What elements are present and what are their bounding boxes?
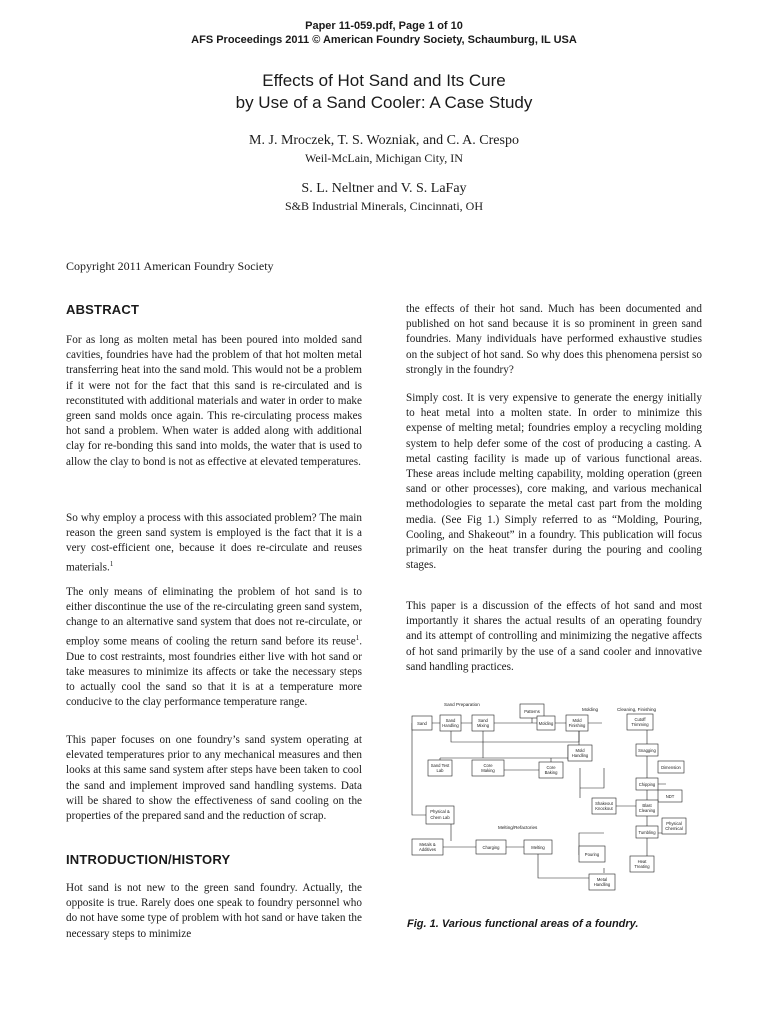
svg-text:Making: Making xyxy=(481,768,495,773)
abstract-paragraph-3 xyxy=(66,585,362,710)
svg-text:Sand: Sand xyxy=(445,718,456,723)
authors-group-1: M. J. Mroczek, T. S. Wozniak, and C. A. Crespo xyxy=(249,133,519,148)
abstract-heading: ABSTRACT xyxy=(66,302,140,317)
copyright-notice: Copyright 2011 American Foundry Society xyxy=(66,259,274,273)
svg-text:Lab: Lab xyxy=(436,768,444,773)
box-physical-chem-lab xyxy=(426,806,454,824)
group-label-melting: Melting/Refactories xyxy=(498,825,538,830)
right-paragraph-2: Simply cost. It is very expensive to generate the energy initially to heat metal into a molten state. In order to minimize this expense of melting metal; foundries employ a recycling molding system to help defer some of the cost of producing a casting. A metal casting facility is made up of various functional areas. These areas include melting capability, molding operation (green sand or other processes), core making, and various mechanical methodologies to separate the metal cast part from the molding media. (See Fig 1.) Simply referred to as “Molding, Pouring, Cooling, and Shakeout” in a foundry. This publication will focus primarily on the heat transfer during the pouring and cooling stages. xyxy=(406,392,702,572)
svg-text:Chemical: Chemical xyxy=(665,826,683,831)
box-chipping xyxy=(636,778,658,790)
box-cutoff-trimming xyxy=(627,714,653,730)
svg-text:Additives: Additives xyxy=(419,847,436,852)
box-snagging xyxy=(636,744,658,756)
box-core-baking xyxy=(539,762,563,778)
paper-title-line2: by Use of a Sand Cooler: A Case Study xyxy=(235,93,533,112)
right-paragraph-3: This paper is a discussion of the effects of hot sand and most importantly it shares the actual results of an operating foundry and its attempt of controlling and minimizing the negative affects of hot sand primarily by the use of a sand cooler and innovative sand handling practices. xyxy=(406,600,702,673)
svg-text:Heat: Heat xyxy=(637,859,647,864)
svg-text:Snagging: Snagging xyxy=(638,748,656,753)
svg-text:Sand: Sand xyxy=(417,721,427,726)
affiliation-2: S&B Industrial Minerals, Cincinnati, OH xyxy=(285,199,483,213)
intro-paragraph-1: Hot sand is not new to the green sand foundry. Actually, the opposite is true. Rarely does one speak to foundry personnel who do not have some type of problem with hot sand or have taken the necessary steps to minimize xyxy=(66,882,362,940)
abstract-paragraph-2 xyxy=(66,511,362,576)
box-mold-handling xyxy=(568,745,592,761)
box-shakeout-knockout xyxy=(592,798,616,814)
authors-group-2: S. L. Neltner and V. S. LaFay xyxy=(301,181,467,196)
intro-heading: INTRODUCTION/HISTORY xyxy=(66,852,231,867)
svg-text:Pouring: Pouring xyxy=(584,852,600,857)
svg-text:Cutoff: Cutoff xyxy=(634,717,646,722)
box-heat-treating xyxy=(630,856,654,872)
abstract-paragraph-2-text: So why employ a process with this associated problem? The main reason the green sand system is employed is the fact that it is a very cost-efficient one, because it does re-circulate and reuses materials. xyxy=(66,512,362,574)
svg-text:Handling: Handling xyxy=(571,753,589,758)
box-blast-cleaning xyxy=(636,800,658,816)
svg-text:Metals &: Metals & xyxy=(419,842,436,847)
svg-text:Mold: Mold xyxy=(572,718,582,723)
group-label-molding: Molding xyxy=(582,707,599,712)
svg-text:NDT: NDT xyxy=(665,794,675,799)
figure-caption: Fig. 1. Various functional areas of a foundry. xyxy=(407,918,639,930)
box-sand-mixing xyxy=(472,715,494,731)
box-core-making xyxy=(472,760,504,776)
paper-id-header: Paper 11-059.pdf, Page 1 of 10 xyxy=(305,20,463,32)
svg-text:Patterns: Patterns xyxy=(524,709,540,714)
svg-text:Sand: Sand xyxy=(478,718,488,723)
box-dimension xyxy=(658,761,684,773)
box-sand xyxy=(412,716,432,730)
abstract-paragraph-3-text-b: . Due to cost restraints, most foundries either live with hot sand or take measures to minimize its affects or take the necessary steps to actually cool the sand so that it is at a temperature more conducive to the clay performance temperature range. xyxy=(66,635,362,709)
svg-text:Cleaning: Cleaning xyxy=(638,808,656,813)
box-pouring xyxy=(579,846,605,862)
svg-text:Physical &: Physical & xyxy=(430,809,450,814)
abstract-paragraph-4: This paper focuses on one foundry’s sand system operating at elevated temperatures prior to any mechanical measures and then looks at this same sand system after steps have been taken to cool the sand and implement improved sand handling systems. Data will be shared to show the effectiveness of sand cooling on the properties of the prepared sand and the reduction of scrap. xyxy=(66,734,362,823)
svg-text:Core: Core xyxy=(483,763,493,768)
svg-text:Molding: Molding xyxy=(538,721,554,726)
box-metals-additives xyxy=(412,839,443,855)
svg-text:Blast: Blast xyxy=(642,803,652,808)
svg-text:Handling: Handling xyxy=(442,723,459,728)
svg-text:Melting: Melting xyxy=(531,845,545,850)
svg-text:Baking: Baking xyxy=(544,770,558,775)
svg-text:Chem Lab: Chem Lab xyxy=(430,815,450,820)
svg-text:Treating: Treating xyxy=(634,864,650,869)
box-physical-chemical xyxy=(662,818,686,834)
svg-text:Trimming: Trimming xyxy=(631,722,649,727)
svg-text:Sand Test: Sand Test xyxy=(430,763,450,768)
affiliation-1: Weil-McLain, Michigan City, IN xyxy=(305,151,463,165)
box-tumbling xyxy=(636,826,658,838)
box-mold-finishing xyxy=(566,715,588,731)
footnote-ref: 1 xyxy=(109,559,114,568)
svg-text:Mixing: Mixing xyxy=(476,723,490,728)
abstract-paragraph-3-text-a: The only means of eliminating the problem of hot sand is to either discontinue the use of the re-circulating green sand system, change to an alternative sand system that does not re-circulate, or employ some means of cooling the return sand before its reuse xyxy=(66,586,362,648)
group-label-cleaning-finishing: Cleaning, Finishing xyxy=(617,707,657,712)
svg-text:Dimension: Dimension xyxy=(661,765,681,770)
foundry-functional-areas-diagram xyxy=(404,698,688,896)
box-sand-test-lab xyxy=(428,760,452,776)
box-ndt xyxy=(658,790,682,802)
svg-text:Mold: Mold xyxy=(575,748,585,753)
box-melting xyxy=(524,840,552,854)
box-molding xyxy=(537,716,555,730)
box-metal-handling xyxy=(589,874,615,890)
box-charging xyxy=(476,840,506,854)
proceedings-header: AFS Proceedings 2011 © American Foundry Society, Schaumburg, IL USA xyxy=(191,34,577,46)
svg-text:Physical: Physical xyxy=(666,821,682,826)
paper-title-line1: Effects of Hot Sand and Its Cure xyxy=(262,71,506,90)
svg-text:Core: Core xyxy=(546,765,556,770)
svg-text:Handling: Handling xyxy=(593,882,611,887)
abstract-paragraph-1: For as long as molten metal has been poured into molded sand cavities, foundries have had the problem of that hot molten metal transferring heat into the sand mold. This would not be a problem if it were not for the fact that this sand is re-circulated and is reconstituted with additional materials and water in order to make green sand molds once again. This re-circulating process makes hot sand a problem. When water is added along with additional clay for re-bonding this sand into molds, the water that is used to allow the clay to bond is not as effective at elevated temperatures. xyxy=(66,334,362,468)
svg-text:Tumbling: Tumbling xyxy=(638,830,656,835)
svg-text:Knockout: Knockout xyxy=(595,806,613,811)
group-label-sand-preparation: Sand Preparation xyxy=(444,702,480,707)
svg-text:Finishing: Finishing xyxy=(568,723,586,728)
svg-text:Charging: Charging xyxy=(482,845,500,850)
box-sand-handling xyxy=(440,715,461,731)
svg-text:Shakeout: Shakeout xyxy=(595,801,613,806)
footnote-ref: 1 xyxy=(355,633,360,642)
right-paragraph-1: the effects of their hot sand. Much has been documented and published on hot sand because it is so prominent in green sand foundries. Many individuals have performed exhaustive studies on the subject of hot sand. So why does this phenomena persist so strongly in the foundry? xyxy=(406,303,702,376)
svg-text:Chipping: Chipping xyxy=(638,782,656,787)
svg-text:Metal: Metal xyxy=(596,877,608,882)
